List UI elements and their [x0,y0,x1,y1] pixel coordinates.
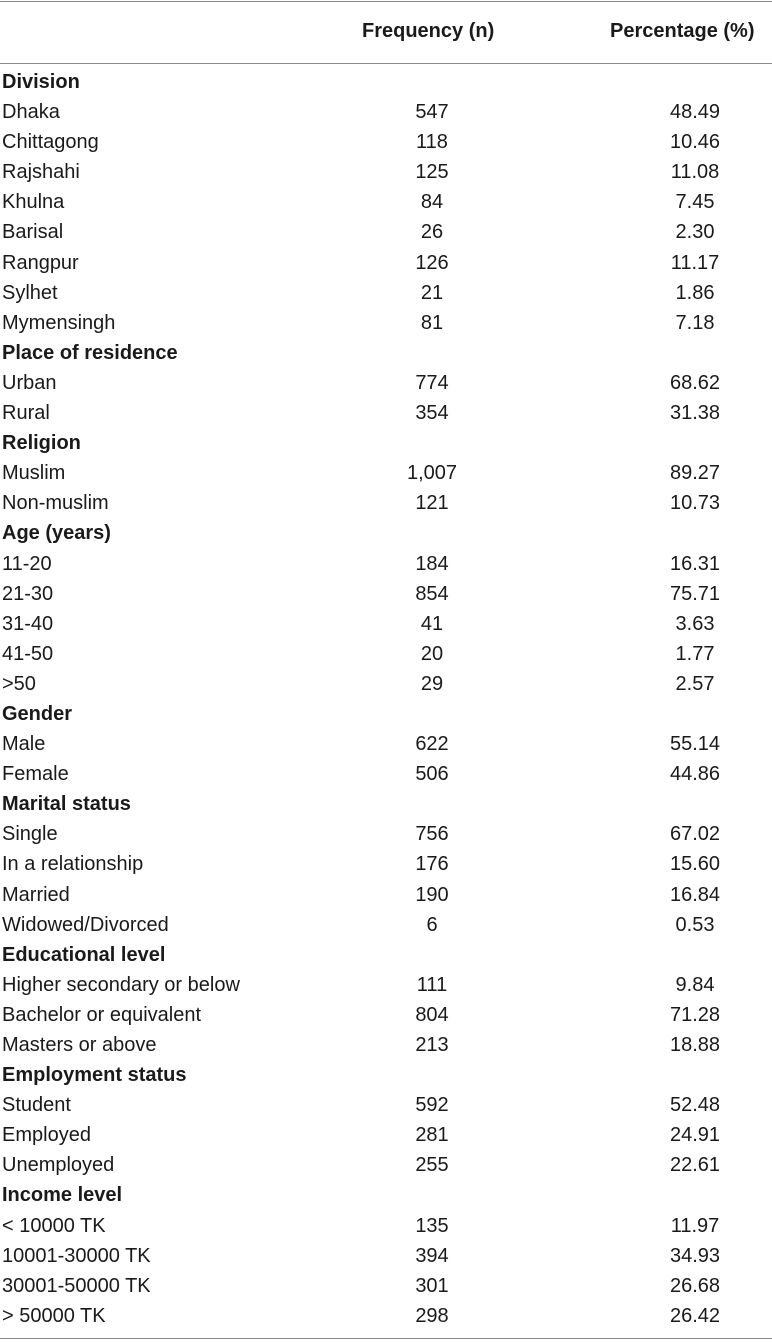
row-label: 11-20 [2,552,52,575]
table-row [0,759,772,789]
frequency-cell: 84 [420,191,444,214]
frequency-cell: 298 [415,1304,449,1327]
section-title: Age (years) [2,522,111,545]
percentage-cell: 48.49 [669,101,721,124]
row-label: Rajshahi [2,161,80,184]
table-row [0,1030,772,1060]
table-row [0,308,772,338]
frequency-cell: 118 [416,131,448,154]
table-row [0,458,772,488]
frequency-cell: 41 [420,612,444,635]
frequency-cell: 6 [426,913,438,936]
row-label: Female [2,763,69,786]
percentage-cell: 55.14 [669,733,721,756]
row-label: Masters or above [2,1034,157,1056]
percentage-cell: 10.46 [669,131,721,154]
percentage-cell: 7.18 [675,311,715,334]
percentage-cell: 15.60 [669,853,721,876]
percentage-cell: 24.91 [669,1124,721,1147]
frequency-cell: 592 [415,1094,449,1117]
table-row [0,579,772,609]
frequency-cell: 29 [420,672,444,695]
percentage-column-header: Percentage (%) [610,20,755,42]
table-row [0,157,772,187]
table-row [0,1090,772,1120]
section-header-row [0,940,772,970]
percentage-cell: 26.42 [669,1304,721,1327]
table-row [0,549,772,579]
table-row [0,819,772,849]
row-label: Sylhet [2,281,58,304]
percentage-cell: 52.48 [669,1094,721,1117]
table-row [0,97,772,127]
frequency-cell: 121 [415,492,449,515]
row-label: < 10000 TK [2,1214,106,1237]
table-row [0,1000,772,1030]
table-row [0,1150,772,1180]
percentage-cell: 0.53 [675,913,715,936]
section-title: Marital status [2,793,131,816]
row-label: Single [2,823,58,846]
row-label: Dhaka [2,101,60,124]
frequency-cell: 255 [415,1154,449,1177]
row-label: Student [2,1094,71,1117]
frequency-cell: 111 [416,973,448,996]
row-label: 21-30 [2,582,54,605]
table-row [0,1241,772,1271]
section-header-row [0,428,772,458]
percentage-cell: 68.62 [669,371,721,394]
percentage-cell: 9.84 [675,973,715,996]
frequency-cell: 774 [415,371,449,394]
frequency-cell: 26 [420,221,444,244]
percentage-cell: 89.27 [669,462,721,485]
row-label: Muslim [2,462,66,485]
frequency-cell: 213 [415,1034,449,1056]
frequency-cell: 281 [415,1124,449,1147]
row-label: Rural [2,402,50,425]
section-header-row [0,518,772,548]
frequency-cell: 854 [415,582,449,605]
table-row [0,729,772,759]
table-row [0,910,772,940]
section-header-row [0,67,772,97]
table-row [0,849,772,879]
percentage-cell: 11.08 [670,161,720,184]
percentage-cell: 11.17 [670,251,720,274]
table-row [0,248,772,278]
table-row [0,368,772,398]
percentage-cell: 3.63 [675,612,715,635]
frequency-cell: 301 [415,1274,449,1297]
frequency-cell: 125 [415,161,449,184]
section-header-row [0,1060,772,1090]
frequency-cell: 354 [415,402,449,425]
table-row [0,127,772,157]
percentage-cell: 1.77 [675,642,715,665]
section-header-row [0,338,772,368]
percentage-cell: 11.97 [670,1214,720,1237]
table-row [0,187,772,217]
row-label: Employed [2,1124,91,1147]
row-label: Rangpur [2,251,79,274]
frequency-cell: 21 [420,281,444,304]
section-title: Gender [2,702,73,725]
section-title: Place of residence [2,341,178,364]
table-row [0,398,772,428]
table-row [0,639,772,669]
row-label: 10001-30000 TK [2,1244,151,1267]
percentage-cell: 10.73 [669,492,721,515]
row-label: Chittagong [2,131,99,154]
row-label: Khulna [2,191,65,214]
percentage-cell: 16.31 [669,552,721,575]
section-title: Religion [2,432,81,455]
frequency-cell: 135 [415,1214,449,1237]
row-label: Higher secondary or below [2,973,240,996]
table-row [0,970,772,1000]
frequency-cell: 547 [415,101,449,124]
frequency-cell: 20 [420,642,444,665]
table-row [0,1271,772,1301]
frequency-cell: 184 [415,552,449,575]
percentage-cell: 22.61 [669,1154,721,1177]
frequency-cell: 1,007 [406,462,458,485]
row-label: Non-muslim [2,492,109,515]
row-label: In a relationship [2,853,144,876]
table-row [0,1120,772,1150]
percentage-cell: 2.30 [675,221,715,244]
frequency-cell: 394 [415,1244,449,1267]
table-row [0,880,772,910]
row-label: 31-40 [2,612,54,635]
section-header-row [0,789,772,819]
row-label: Widowed/Divorced [2,913,169,936]
percentage-cell: 31.38 [669,402,721,425]
table-row [0,278,772,308]
frequency-cell: 804 [415,1003,449,1026]
table-row [0,1211,772,1241]
section-title: Employment status [2,1064,187,1087]
section-title: Division [2,71,80,93]
row-label: > 50000 TK [2,1304,106,1327]
table-row [0,1301,772,1331]
frequency-cell: 126 [415,251,449,274]
frequency-cell: 622 [415,733,449,756]
percentage-cell: 2.57 [675,672,715,695]
table-bottom-rule [0,1338,772,1339]
section-title: Educational level [2,943,166,966]
table-row [0,669,772,699]
row-label: 30001-50000 TK [2,1274,151,1297]
section-title: Income level [2,1184,123,1207]
section-header-row [0,1180,772,1210]
frequency-cell: 756 [415,823,449,846]
row-label: Married [2,883,70,906]
row-label: Mymensingh [2,311,116,334]
percentage-cell: 16.84 [669,883,721,906]
percentage-cell: 75.71 [669,582,721,605]
section-header-row [0,699,772,729]
row-label: Bachelor or equivalent [2,1003,202,1026]
row-label: Barisal [2,221,64,244]
percentage-cell: 67.02 [669,823,721,846]
percentage-cell: 18.88 [669,1034,721,1056]
header-divider-rule [0,63,772,64]
percentage-cell: 26.68 [669,1274,721,1297]
table-top-rule [0,1,772,2]
row-label: Male [2,733,46,756]
frequency-cell: 81 [420,311,444,334]
frequency-cell: 190 [415,883,449,906]
percentage-cell: 7.45 [675,191,715,214]
table-row [0,609,772,639]
percentage-cell: 1.86 [675,281,715,304]
percentage-cell: 34.93 [669,1244,721,1267]
table-body [0,67,772,1331]
row-label: >50 [2,672,36,695]
table-row [0,488,772,518]
frequency-column-header: Frequency (n) [362,20,495,42]
row-label: Unemployed [2,1154,115,1177]
frequency-cell: 506 [415,763,449,786]
percentage-cell: 71.28 [669,1003,721,1026]
frequency-cell: 176 [415,853,449,876]
table-row [0,217,772,247]
row-label: Urban [2,371,57,394]
row-label: 41-50 [2,642,54,665]
percentage-cell: 44.86 [669,763,721,786]
